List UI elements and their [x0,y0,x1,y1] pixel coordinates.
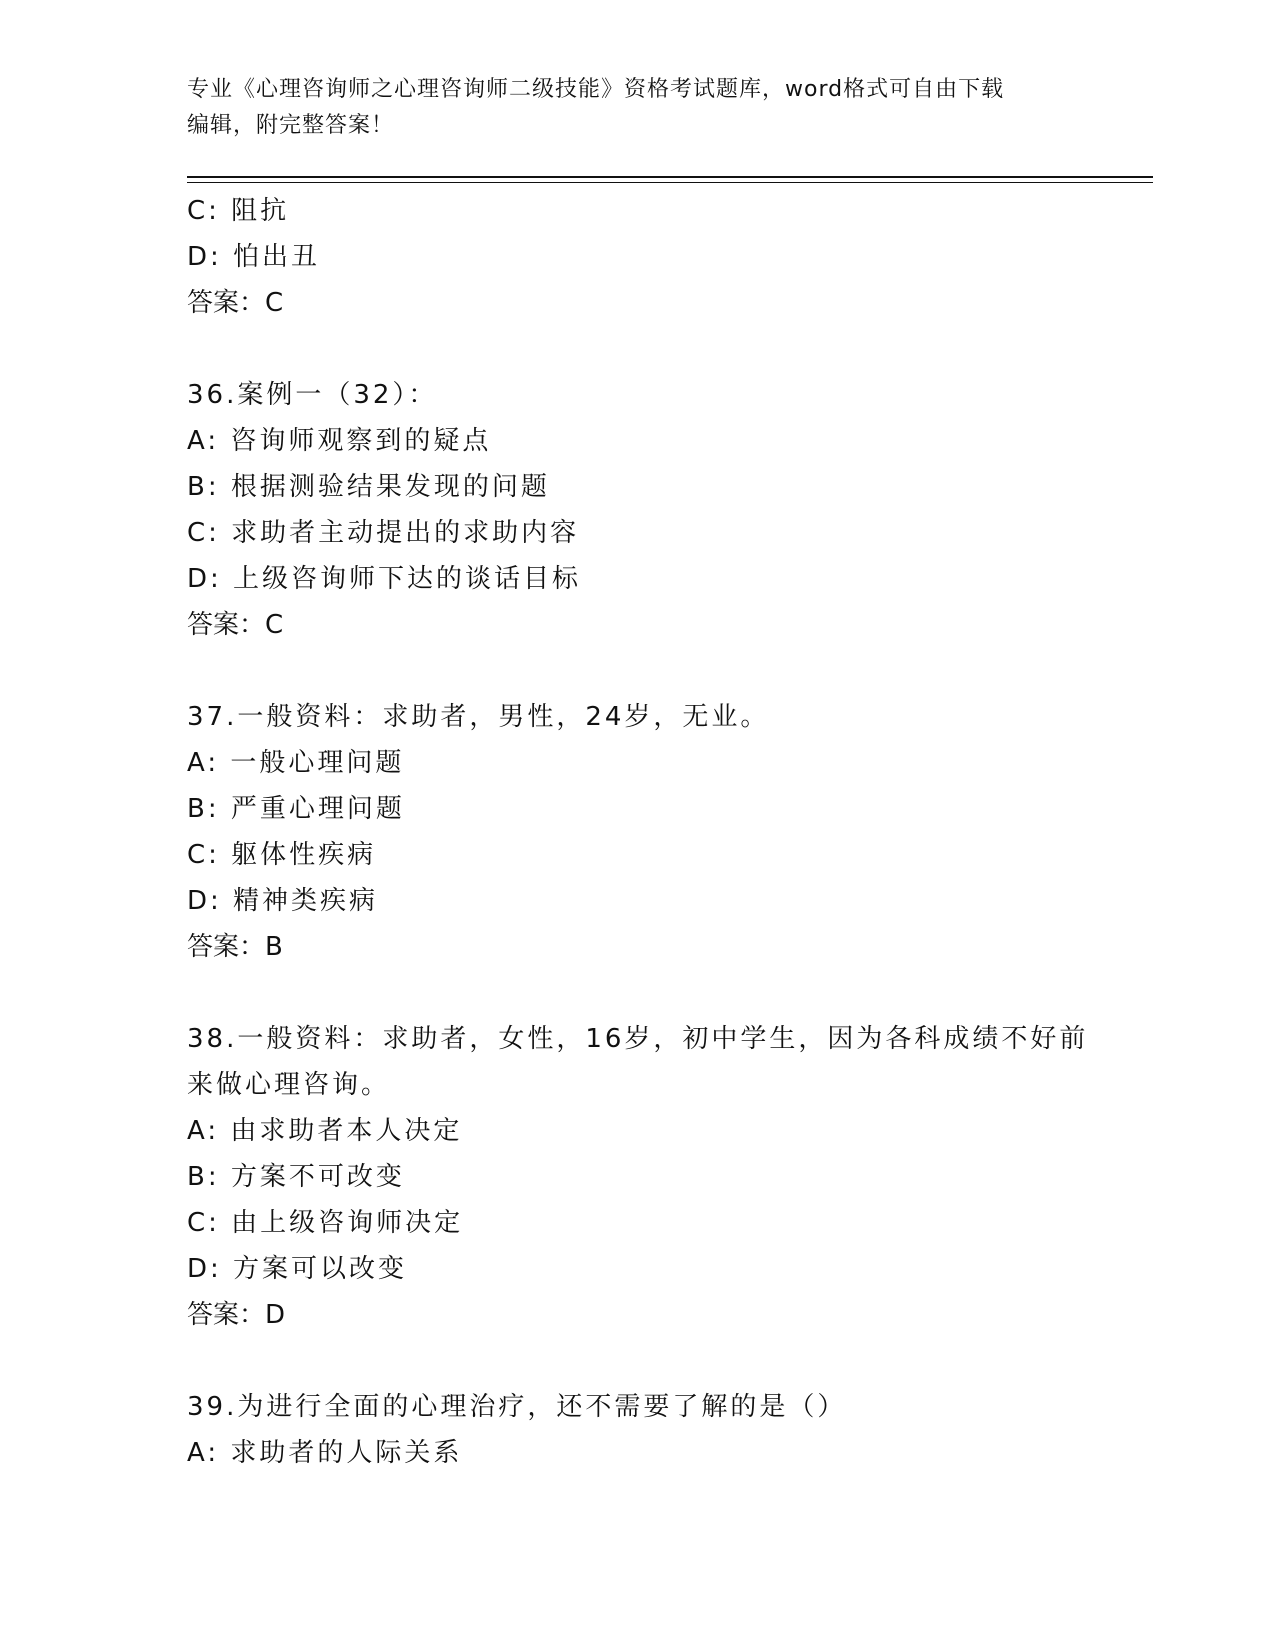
option-item: A: 一般心理问题 [187,748,405,778]
option-item: A: 由求助者本人决定 [187,1116,463,1146]
page-header [187,72,1087,144]
option-item: B: 严重心理问题 [187,794,405,824]
option-item: A: 咨询师观察到的疑点 [187,426,492,456]
header-line-2: 编辑，附完整答案！ [187,113,395,138]
option-item: D: 怕出丑 [187,242,321,272]
answer-line: 答案：B [187,932,283,962]
header-divider-thick [187,176,1153,178]
header-line-1: 专业《心理咨询师之心理咨询师二级技能》资格考试题库，word格式可自由下载 [187,77,1005,102]
option-item: C: 阻抗 [187,196,290,226]
question-stem: 37.一般资料：求助者，男性，24岁，无业。 [187,702,770,732]
answer-line: 答案：C [187,610,284,640]
option-item: C: 求助者主动提出的求助内容 [187,518,580,548]
question-stem-continued: 来做心理咨询。 [187,1070,391,1100]
option-item: B: 方案不可改变 [187,1162,405,1192]
question-stem: 36.案例一（32）： [187,380,438,410]
answer-line: 答案：D [187,1300,286,1330]
question-stem: 38.一般资料：求助者，女性，16岁，初中学生，因为各科成绩不好前 [187,1024,1089,1054]
question-list [187,188,1087,1476]
option-item: C: 由上级咨询师决定 [187,1208,464,1238]
option-item: B: 根据测验结果发现的问题 [187,472,550,502]
option-item: D: 精神类疾病 [187,886,379,916]
answer-line: 答案：C [187,288,284,318]
option-item: D: 方案可以改变 [187,1254,408,1284]
option-item: C: 躯体性疾病 [187,840,377,870]
header-divider-thin [187,182,1153,183]
option-item: D: 上级咨询师下达的谈话目标 [187,564,582,594]
question-stem: 39.为进行全面的心理治疗，还不需要了解的是（） [187,1392,847,1422]
option-item: A: 求助者的人际关系 [187,1438,463,1468]
